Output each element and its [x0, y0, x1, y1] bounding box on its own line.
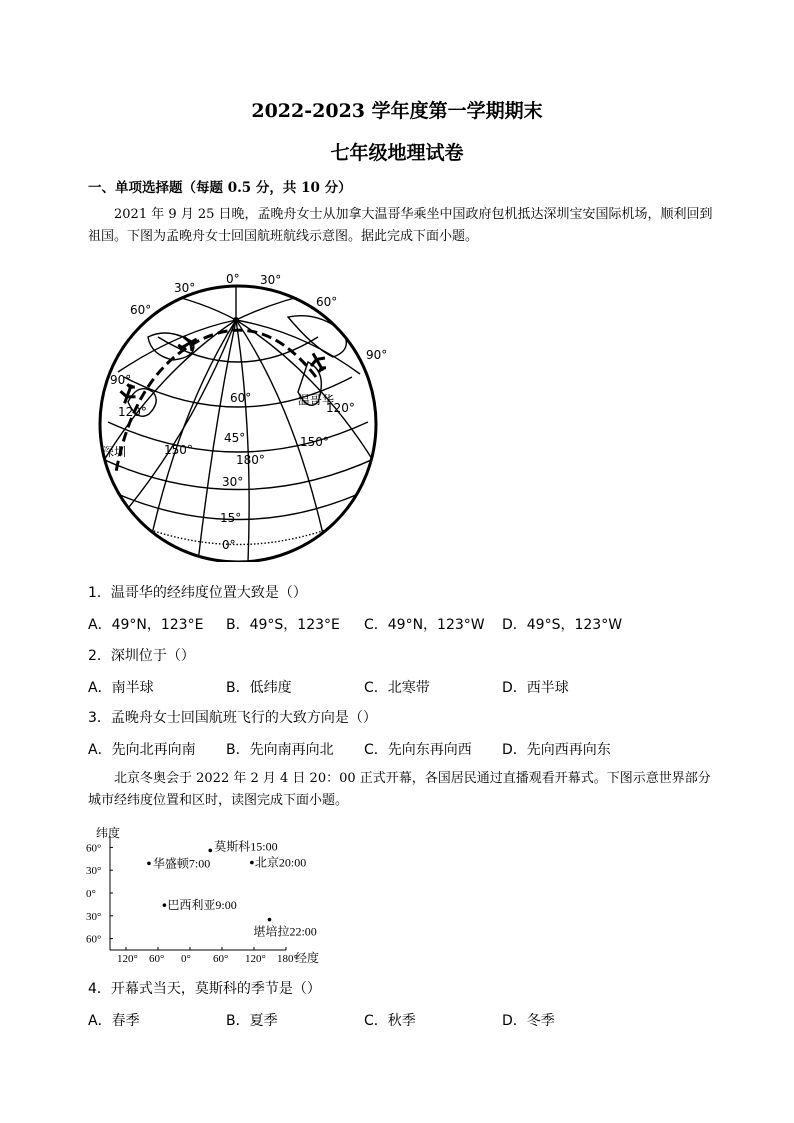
question-2-option-a[interactable]: A．南半球	[88, 680, 154, 696]
question-3-stem: 3．孟晚舟女士回国航班飞行的大致方向是（）	[88, 710, 377, 726]
city-point-label: 华盛顿7:00	[152, 856, 211, 871]
chart-ytick-label: 30°	[86, 865, 102, 878]
question-1-option-b[interactable]: B．49°S，123°E	[226, 617, 340, 633]
city-point-label: 北京20:00	[254, 855, 307, 870]
chart-xtick-label: 120°	[245, 953, 266, 965]
globe-route-map	[88, 262, 388, 562]
question-1-option-a[interactable]: A．49°N，123°E	[88, 617, 204, 633]
label-lon-120w: 120°	[118, 405, 147, 419]
question-2-option-d[interactable]: D．西半球	[502, 680, 569, 696]
chart-xtick-label: 0°	[181, 953, 191, 965]
passage-1: 2021 年 9 月 25 日晚，孟晚舟女士从加拿大温哥华乘坐中国政府包机抵达深圳宝安国际机场，顺利回到祖国。下图为孟晚舟女士回国航班航线示意图。据此完成下面小题。	[88, 207, 713, 244]
question-4-option-c[interactable]: C．秋季	[364, 1013, 416, 1029]
label-vancouver: 温哥华	[298, 393, 335, 407]
exam-title: 2022-2023 学年度第一学期期末	[251, 100, 543, 122]
question-3-option-c[interactable]: C．先向东再向西	[364, 742, 472, 758]
chart-xtick-label: 60°	[213, 953, 229, 965]
city-point	[163, 903, 167, 907]
city-point	[208, 849, 212, 853]
city-point	[147, 862, 151, 866]
north-pole-point	[233, 317, 239, 323]
label-lon-180: 180°	[236, 453, 265, 467]
chart-xtick-label: 180°	[277, 953, 298, 965]
question-3-option-d[interactable]: D．先向西再向东	[502, 742, 611, 758]
question-2-option-b[interactable]: B．低纬度	[226, 680, 292, 696]
question-4-option-a[interactable]: A．春季	[88, 1013, 140, 1029]
label-lat-0: 0°	[222, 538, 236, 552]
label-lon-90w: 90°	[110, 373, 132, 387]
chart-xtick-label: 60°	[149, 953, 165, 965]
question-1-option-d[interactable]: D．49°S，123°W	[502, 617, 623, 633]
label-lon-150e: 150°	[300, 435, 329, 449]
section-heading: 一、单项选择题（每题 0.5 分，共 10 分）	[88, 180, 352, 196]
question-1-option-c[interactable]: C．49°N，123°W	[364, 617, 485, 633]
question-4-stem: 4．开幕式当天，莫斯科的季节是（）	[88, 981, 321, 997]
question-1-stem: 1．温哥华的经纬度位置大致是（）	[88, 585, 307, 601]
question-3-option-b[interactable]: B．先向南再向北	[226, 742, 334, 758]
question-4-option-b[interactable]: B．夏季	[226, 1013, 278, 1029]
city-time-chart	[86, 822, 336, 972]
label-lon-0: 0°	[226, 272, 240, 286]
label-lon-60w: 60°	[130, 303, 152, 317]
chart-ytick-label: 0°	[86, 888, 96, 900]
label-shenzhen: 深圳	[102, 445, 127, 459]
chart-ylabel: 纬度	[96, 826, 121, 840]
label-lon-30e: 30°	[260, 273, 282, 287]
question-4-option-d[interactable]: D．冬季	[502, 1013, 555, 1029]
city-point-label: 堪培拉22:00	[253, 924, 317, 939]
question-2-stem: 2．深圳位于（）	[88, 648, 195, 664]
label-lon-30w: 30°	[174, 281, 196, 295]
label-lat-45: 45°	[224, 431, 246, 445]
label-lat-15: 15°	[220, 511, 242, 525]
chart-xtick-label: 120°	[117, 953, 138, 965]
city-point	[268, 918, 272, 922]
chart-ytick-label: 60°	[86, 842, 102, 855]
passage-2: 北京冬奥会于 2022 年 2 月 4 日 20：00 正式开幕，各国居民通过直播观看开幕式。下图示意世界部分城市经纬度位置和区时，读图完成下面小题。	[88, 771, 711, 808]
label-lat-30: 30°	[222, 475, 244, 489]
city-point	[250, 861, 254, 865]
label-lat-60: 60°	[230, 391, 252, 405]
exam-subtitle: 七年级地理试卷	[330, 142, 464, 164]
label-lon-90e: 90°	[366, 348, 388, 362]
question-3-option-a[interactable]: A．先向北再向南	[88, 742, 196, 758]
chart-ytick-label: 60°	[86, 933, 102, 946]
label-lon-120e: 120°	[326, 401, 355, 415]
label-lon-150w: 150°	[164, 443, 193, 457]
label-lon-60e: 60°	[316, 295, 338, 309]
question-2-option-c[interactable]: C．北寒带	[364, 680, 430, 696]
chart-xlabel: 经度	[295, 951, 320, 965]
city-point-label: 巴西利亚9:00	[167, 898, 237, 913]
city-point-label: 莫斯科15:00	[214, 839, 278, 854]
chart-ytick-label: 30°	[86, 910, 102, 923]
